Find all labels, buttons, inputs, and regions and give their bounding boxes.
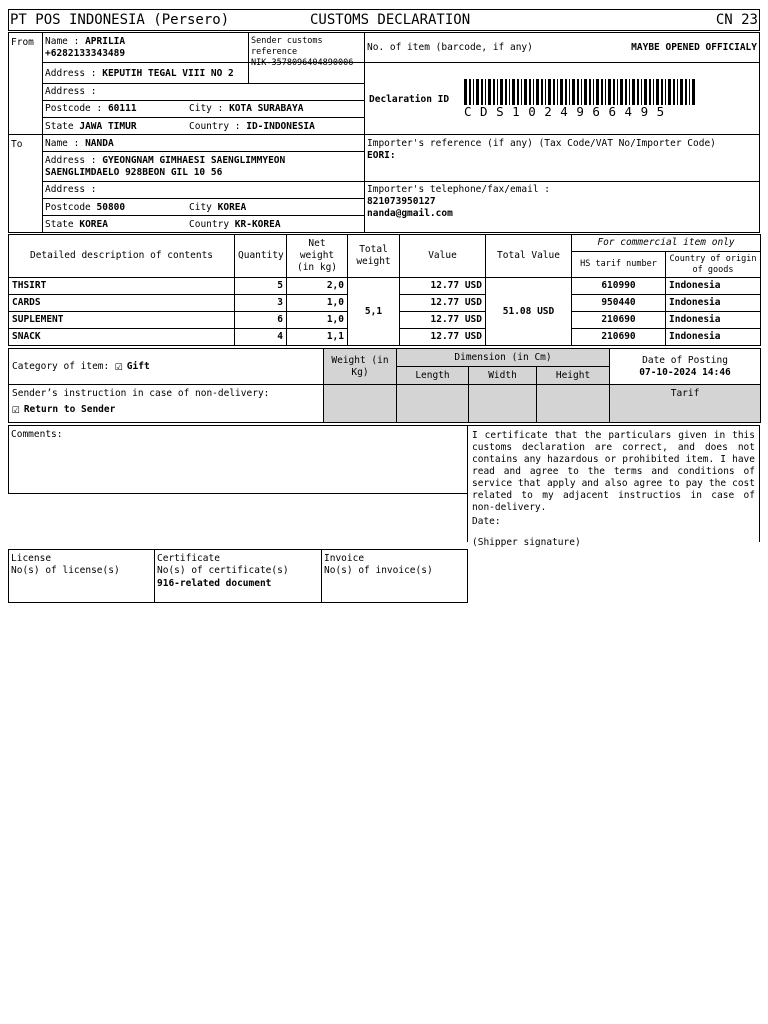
row-quantity: 3 bbox=[235, 295, 287, 312]
table-row bbox=[9, 278, 761, 295]
barcode-bar bbox=[584, 79, 587, 105]
barcode-bar bbox=[577, 79, 579, 105]
barcode-bar bbox=[533, 79, 534, 105]
row-hs: 610990 bbox=[572, 278, 666, 295]
barcode-bar bbox=[644, 79, 647, 105]
license-box bbox=[8, 549, 155, 603]
barcode-bar bbox=[524, 79, 527, 105]
sender-country: Country : ID-INDONESIA bbox=[189, 121, 315, 132]
receiver-name: Name : NANDA bbox=[45, 138, 114, 149]
invoice-box bbox=[321, 549, 468, 603]
to-label: To bbox=[11, 139, 23, 150]
posting-date: 07-10-2024 14:46 bbox=[639, 366, 731, 378]
posting-label: Date of Posting bbox=[642, 354, 728, 366]
barcode-bar bbox=[517, 79, 519, 105]
barcode-bar bbox=[692, 79, 695, 105]
comments-label: Comments: bbox=[11, 429, 63, 440]
barcode-bar bbox=[689, 79, 690, 105]
posting-date-cell bbox=[610, 349, 761, 385]
barcode-bar bbox=[493, 79, 495, 105]
weight-value bbox=[324, 385, 397, 423]
barcode-bar bbox=[656, 79, 659, 105]
barcode-bar bbox=[485, 79, 486, 105]
barcode-bar bbox=[680, 79, 683, 105]
height-label: Height bbox=[537, 367, 610, 385]
header-total-weight: Total weight bbox=[348, 235, 400, 278]
barcode-bar bbox=[593, 79, 594, 105]
date-label: Date: bbox=[472, 516, 501, 527]
importer-reference: Importer's reference (if any) (Tax Code/VAT No/Importer Code) EORI: bbox=[367, 138, 716, 161]
width-value bbox=[469, 385, 537, 423]
row-value: 12.77 USD bbox=[400, 329, 486, 346]
barcode-bar bbox=[509, 79, 510, 105]
certification-text: I certificate that the particulars given in this customs declaration are correct, and does not contains any hazardous or prohibited item. I have read and agree to the terms and conditions of service that apply and also agree to pay the cost related to my adjacent instructios in case of non-delivery. bbox=[472, 430, 755, 513]
invoice-sub: No(s) of invoice(s) bbox=[324, 565, 433, 576]
from-label: From bbox=[11, 37, 34, 48]
row-value: 12.77 USD bbox=[400, 278, 486, 295]
company-name: PT POS INDONESIA (Persero) bbox=[10, 12, 230, 28]
row-quantity: 6 bbox=[235, 312, 287, 329]
row-net-weight: 2,0 bbox=[287, 278, 348, 295]
barcode-bar bbox=[613, 79, 615, 105]
barcode-bar bbox=[560, 79, 563, 105]
barcode-bar bbox=[464, 79, 467, 105]
header-hs-tarif: HS tarif number bbox=[572, 252, 666, 278]
header-commercial-only: For commercial item only bbox=[572, 235, 761, 252]
length-value bbox=[397, 385, 469, 423]
barcode-bar bbox=[641, 79, 642, 105]
barcode-bar bbox=[545, 79, 546, 105]
nondelivery-cell bbox=[9, 385, 324, 423]
barcode-bar bbox=[541, 79, 543, 105]
header-country-origin: Country of origin of goods bbox=[666, 252, 761, 278]
barcode-bar bbox=[685, 79, 687, 105]
sender-postcode: Postcode : 60111 bbox=[45, 103, 137, 114]
certification-box bbox=[467, 425, 760, 548]
barcode-bar bbox=[521, 79, 522, 105]
certificate-value: 916-related document bbox=[157, 578, 272, 589]
barcode-bar bbox=[497, 79, 498, 105]
importer-contact: Importer's telephone/fax/email : 821073950127 nanda@gmail.com bbox=[367, 184, 551, 219]
barcode-bar bbox=[536, 79, 539, 105]
gift-checkbox-icon[interactable]: ☑ bbox=[114, 358, 123, 374]
invoice-label: Invoice bbox=[324, 553, 365, 564]
header-description: Detailed description of contents bbox=[9, 235, 235, 278]
signature-label: (Shipper signature) bbox=[472, 537, 581, 548]
barcode-bar bbox=[601, 79, 603, 105]
total-value: 51.08 USD bbox=[486, 278, 572, 346]
receiver-address-2: Address : bbox=[45, 184, 97, 195]
barcode-bar bbox=[569, 79, 570, 105]
length-label: Length bbox=[397, 367, 469, 385]
weight-label: Weight (in Kg) bbox=[324, 349, 397, 385]
return-checkbox-icon[interactable]: ☑ bbox=[12, 402, 20, 417]
row-net-weight: 1,1 bbox=[287, 329, 348, 346]
row-hs: 210690 bbox=[572, 312, 666, 329]
row-origin: Indonesia bbox=[666, 295, 761, 312]
certificate-box bbox=[154, 549, 322, 603]
sender-customs-reference: Sender customs reference NIK-3578096404890006 bbox=[251, 36, 354, 68]
receiver-state: State KOREA bbox=[45, 219, 108, 230]
barcode-bar bbox=[529, 79, 531, 105]
barcode-bar bbox=[629, 79, 630, 105]
license-label: License bbox=[11, 553, 52, 564]
header-total-value: Total Value bbox=[486, 235, 572, 278]
barcode-bar bbox=[488, 79, 491, 105]
barcode-bar bbox=[512, 79, 515, 105]
barcode-bar bbox=[565, 79, 567, 105]
barcode-bar bbox=[677, 79, 678, 105]
row-value: 12.77 USD bbox=[400, 295, 486, 312]
dimension-label: Dimension (in Cm) bbox=[397, 349, 610, 367]
barcode-bar bbox=[653, 79, 654, 105]
barcode-bar bbox=[481, 79, 483, 105]
certificate-label: Certificate bbox=[157, 553, 220, 564]
sender-address-1: Address : KEPUTIH TEGAL VIII NO 2 bbox=[45, 68, 234, 79]
declaration-id-label: Declaration ID bbox=[369, 94, 450, 105]
no-of-item-label: No. of item (barcode, if any) bbox=[367, 42, 533, 53]
comments-box bbox=[8, 425, 468, 494]
opened-notice: MAYBE OPENED OFFICIALY bbox=[631, 42, 757, 53]
tarif-label: Tarif bbox=[610, 385, 761, 423]
form-title: CUSTOMS DECLARATION bbox=[310, 12, 471, 28]
barcode-bar bbox=[608, 79, 611, 105]
row-hs: 950440 bbox=[572, 295, 666, 312]
license-sub: No(s) of license(s) bbox=[11, 565, 120, 576]
category-cell bbox=[9, 349, 324, 385]
row-net-weight: 1,0 bbox=[287, 312, 348, 329]
height-value bbox=[537, 385, 610, 423]
barcode-bar bbox=[625, 79, 627, 105]
row-origin: Indonesia bbox=[666, 312, 761, 329]
address-block bbox=[8, 32, 760, 233]
barcode-bar bbox=[500, 79, 503, 105]
barcode-bar bbox=[553, 79, 555, 105]
category-value: Gift bbox=[126, 360, 150, 372]
sender-state: State JAWA TIMUR bbox=[45, 121, 137, 132]
width-label: Width bbox=[469, 367, 537, 385]
category-label: Category of item: bbox=[12, 360, 110, 372]
sender-address-2: Address : bbox=[45, 86, 97, 97]
header-value: Value bbox=[400, 235, 486, 278]
barcode-bar bbox=[469, 79, 471, 105]
row-hs: 210690 bbox=[572, 329, 666, 346]
header-quantity: Quantity bbox=[235, 235, 287, 278]
receiver-city: City KOREA bbox=[189, 202, 247, 213]
form-header bbox=[8, 9, 760, 31]
barcode-bar bbox=[637, 79, 639, 105]
contents-table bbox=[8, 234, 761, 346]
barcode-bar bbox=[673, 79, 675, 105]
barcode-bar bbox=[632, 79, 635, 105]
total-weight: 5,1 bbox=[348, 278, 400, 346]
barcode-bar bbox=[476, 79, 479, 105]
barcode-bar bbox=[505, 79, 507, 105]
barcode-bar bbox=[668, 79, 671, 105]
receiver-country: Country KR-KOREA bbox=[189, 219, 281, 230]
row-description: SUPLEMENT bbox=[9, 312, 235, 329]
certificate-sub: No(s) of certificate(s) bbox=[157, 565, 289, 576]
barcode-bar bbox=[665, 79, 666, 105]
sender-name: Name : APRILIA +6282133343489 bbox=[45, 36, 126, 59]
row-value: 12.77 USD bbox=[400, 312, 486, 329]
nondelivery-label: Sender’s instruction in case of non-delivery: bbox=[12, 388, 270, 399]
barcode-bar bbox=[617, 79, 618, 105]
row-description: THSIRT bbox=[9, 278, 235, 295]
row-origin: Indonesia bbox=[666, 329, 761, 346]
barcode-bar bbox=[581, 79, 582, 105]
row-origin: Indonesia bbox=[666, 278, 761, 295]
barcode-bar bbox=[605, 79, 606, 105]
row-quantity: 4 bbox=[235, 329, 287, 346]
barcode-bar bbox=[557, 79, 558, 105]
row-description: CARDS bbox=[9, 295, 235, 312]
declaration-id: C D S 1 0 2 4 9 6 6 4 9 5 bbox=[464, 104, 665, 119]
barcode-bar bbox=[620, 79, 623, 105]
row-net-weight: 1,0 bbox=[287, 295, 348, 312]
barcode-bar bbox=[596, 79, 599, 105]
row-description: SNACK bbox=[9, 329, 235, 346]
sender-city: City : KOTA SURABAYA bbox=[189, 103, 304, 114]
barcode-bar bbox=[572, 79, 575, 105]
declaration-barcode bbox=[464, 79, 698, 105]
barcode-bar bbox=[473, 79, 474, 105]
barcode-bar bbox=[548, 79, 551, 105]
barcode-bar bbox=[589, 79, 591, 105]
row-quantity: 5 bbox=[235, 278, 287, 295]
barcode-bar bbox=[661, 79, 663, 105]
header-net-weight: Net weight (in kg) bbox=[287, 235, 348, 278]
receiver-address-1: Address : GYEONGNAM GIMHAESI SAENGLIMMYEON SAENGLIMDAELO 928BEON GIL 10 56 bbox=[45, 155, 286, 178]
nondelivery-value: Return to Sender bbox=[23, 404, 116, 415]
receiver-postcode: Postcode 50800 bbox=[45, 202, 126, 213]
barcode-bar bbox=[649, 79, 651, 105]
category-table bbox=[8, 348, 761, 423]
form-code: CN 23 bbox=[715, 12, 758, 28]
